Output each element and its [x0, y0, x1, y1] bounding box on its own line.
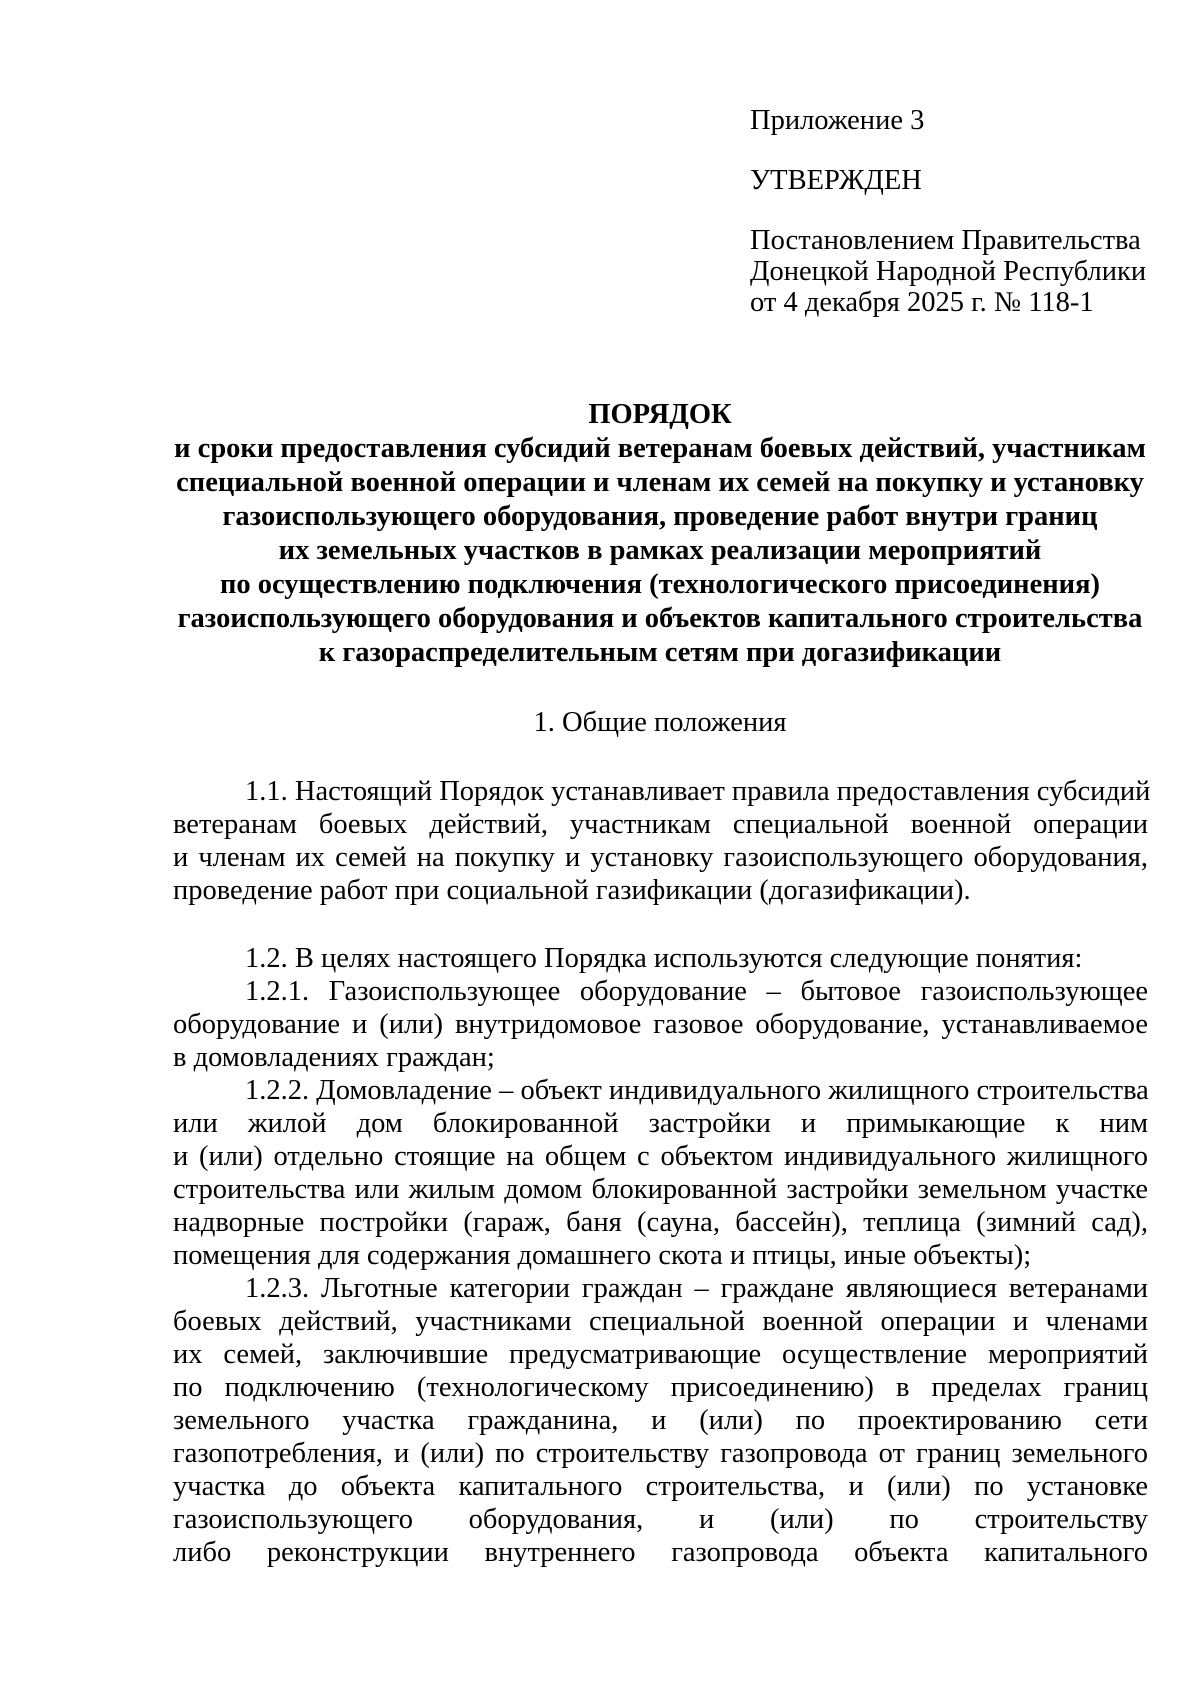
- paragraph-line: их семей, заключившие предусматривающие осуществление мероприятий: [173, 1339, 1148, 1370]
- paragraph-line: земельного участка гражданина, и (или) по проектированию сети: [173, 1405, 1148, 1436]
- paragraph-line: и членам их семей на покупку и установку газоиспользующего оборудования,: [173, 842, 1148, 873]
- title-line: по осуществлению подключения (технологического присоединения): [219, 569, 1101, 600]
- title-line: газоиспользующего оборудования, проведение работ внутри границ: [222, 501, 1098, 532]
- title-line: к газораспределительным сетям при догазификации: [318, 637, 1002, 668]
- decree-line: от 4 декабря 2025 г. № 118-1: [750, 287, 1094, 318]
- paragraph-line: ветеранам боевых действий, участникам специальной военной операции: [173, 809, 1148, 840]
- paragraph-line: 1.2.3. Льготные категории граждан – граждане являющиеся ветеранами: [245, 1273, 1148, 1304]
- paragraph-line: и (или) отдельно стоящие на общем с объектом индивидуального жилищного: [173, 1141, 1148, 1172]
- title-main: ПОРЯДОК: [588, 399, 732, 430]
- paragraph-line: оборудование и (или) внутридомовое газовое оборудование, устанавливаемое: [173, 1009, 1148, 1040]
- paragraph-line: участка до объекта капитального строительства, и (или) по установке: [173, 1471, 1148, 1502]
- paragraph-line: по подключению (технологическому присоединению) в пределах границ: [173, 1372, 1148, 1403]
- decree-line: Донецкой Народной Республики: [750, 256, 1147, 287]
- decree-line: Постановлением Правительства: [750, 225, 1141, 256]
- paragraph-line: надворные постройки (гараж, баня (сауна, бассейн), теплица (зимний сад),: [173, 1207, 1148, 1238]
- title-line: их земельных участков в рамках реализации мероприятий: [278, 535, 1042, 566]
- paragraph-line: строительства или жилым домом блокированной застройки земельном участке: [173, 1174, 1148, 1205]
- appendix-label: Приложение 3: [750, 105, 925, 136]
- paragraph-line: 1.1. Настоящий Порядок устанавливает правила предоставления субсидий: [245, 776, 1151, 807]
- paragraph-line: газопотребления, и (или) по строительству газопровода от границ земельного: [173, 1438, 1148, 1469]
- paragraph-line: газоиспользующего оборудования, и (или) по строительству: [173, 1504, 1148, 1535]
- title-line: и сроки предоставления субсидий ветеранам боевых действий, участникам: [174, 433, 1146, 464]
- paragraph-line: боевых действий, участниками специальной военной операции и членами: [173, 1306, 1148, 1337]
- title-line: газоиспользующего оборудования и объектов капитального строительства: [177, 603, 1143, 634]
- paragraph-line: 1.2.1. Газоиспользующее оборудование – бытовое газоиспользующее: [245, 976, 1148, 1007]
- title-line: специальной военной операции и членам их семей на покупку и установку: [176, 467, 1144, 498]
- paragraph-line: либо реконструкции внутреннего газопровода объекта капитального: [173, 1537, 1148, 1568]
- section-heading: 1. Общие положения: [533, 707, 787, 738]
- paragraph-line: помещения для содержания домашнего скота и птицы, иные объекты);: [173, 1240, 1032, 1271]
- paragraph-line: 1.2.2. Домовладение – объект индивидуального жилищного строительства: [245, 1075, 1149, 1106]
- paragraph-line: или жилой дом блокированной застройки и примыкающие к ним: [173, 1108, 1148, 1139]
- approved-label: УТВЕРЖДЕН: [750, 165, 922, 196]
- paragraph-line: в домовладениях граждан;: [173, 1042, 495, 1073]
- paragraph-line: проведение работ при социальной газификации (догазификации).: [173, 875, 971, 906]
- paragraph-line: 1.2. В целях настоящего Порядка используются следующие понятия:: [245, 943, 1083, 974]
